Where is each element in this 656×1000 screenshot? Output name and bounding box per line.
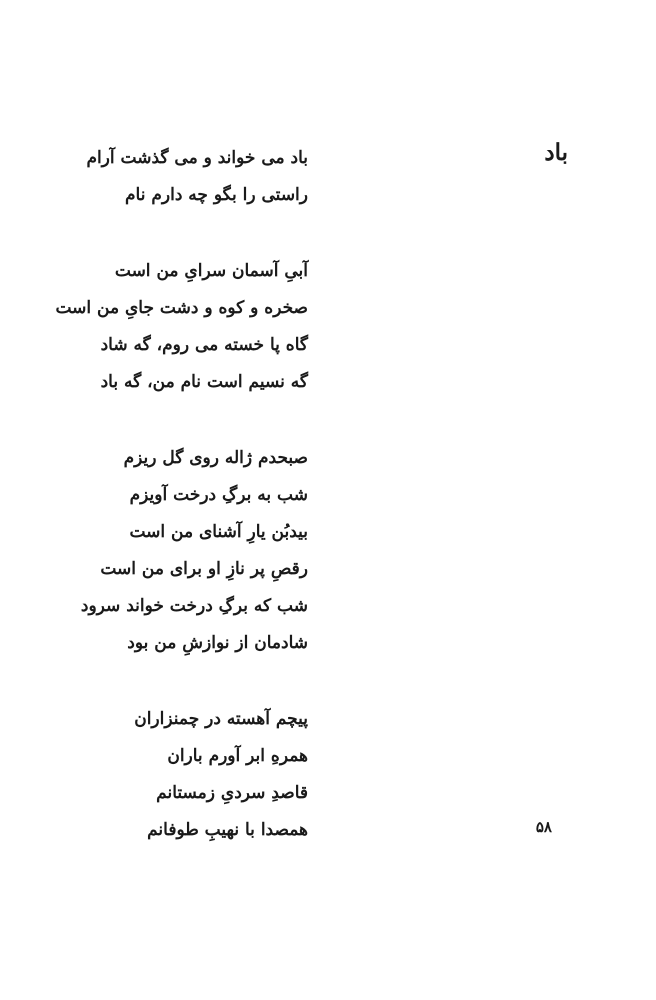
poem-line: قاصدِ سردیِ زمستانم [156, 783, 308, 803]
stanza-4 [55, 701, 308, 849]
poem-line: گه نسیم است نام من، گه باد [100, 372, 308, 392]
poem-line: شب که برگِ درخت خواند سرود [80, 596, 308, 616]
poem-body [55, 140, 308, 888]
poem-line: شادمان از نوازشِ من بود [127, 633, 308, 653]
poem-title: باد [544, 139, 568, 166]
poem-line: بیدبُن یارِ آشنای من است [129, 522, 308, 542]
poem-line: همرهِ ابر آورم باران [167, 746, 308, 766]
poem-line: شب به برگِ درخت آویزم [129, 485, 308, 505]
poem-line: صبحدم ژاله روی گل ریزم [123, 448, 308, 468]
poem-line: راستی را بگو چه دارم نام [125, 185, 308, 205]
poem-line: همصدا با نهیبِ طوفانم [147, 820, 308, 840]
page-number: ۵۸ [535, 818, 552, 836]
poem-line: صخره و کوه و دشت جایِ من است [55, 298, 308, 318]
stanza-3 [55, 440, 308, 662]
poem-line: رقصِ پر نازِ او برای من است [100, 559, 308, 579]
stanza-1 [55, 140, 308, 214]
stanza-2 [55, 253, 308, 401]
poem-line: گاه پا خسته می روم، گه شاد [100, 335, 308, 355]
poem-line: پیچم آهسته در چمنزاران [134, 709, 308, 729]
poem-line: آبیِ آسمان سرایِ من است [114, 261, 308, 281]
poem-line: باد می خواند و می گذشت آرام [86, 148, 308, 168]
